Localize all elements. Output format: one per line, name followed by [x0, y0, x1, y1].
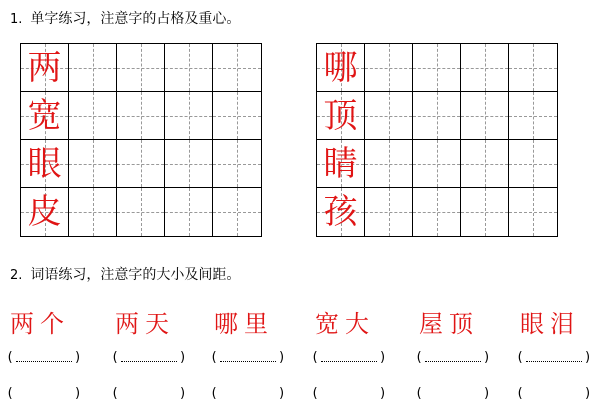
grid-right-cell	[413, 44, 461, 92]
grid-right-cell	[365, 140, 413, 188]
grid-left-cell	[21, 92, 69, 140]
pinyin-blank[interactable]	[516, 350, 592, 365]
answer-blank[interactable]	[311, 386, 387, 401]
open-paren: (	[210, 350, 218, 365]
section-2-text: 词语练习，注意字的大小及间距。	[30, 267, 241, 283]
close-paren: )	[583, 386, 592, 401]
section-1-text: 单字练习，注意字的占格及重心。	[30, 11, 241, 27]
close-paren: )	[277, 350, 286, 365]
grid-right-cell	[509, 92, 557, 140]
grid-left-cell	[117, 188, 165, 236]
grid-left-model-character: 皮	[27, 192, 62, 232]
grid-right-cell	[413, 92, 461, 140]
pinyin-blank[interactable]	[210, 350, 286, 365]
open-paren: (	[6, 350, 14, 365]
grid-left-cell	[21, 44, 69, 92]
grid-right-cell	[365, 92, 413, 140]
section-1-heading	[10, 8, 240, 28]
close-paren: )	[178, 350, 187, 365]
blank-space	[425, 353, 481, 362]
answer-blank[interactable]	[415, 386, 491, 401]
grid-right-cell	[509, 44, 557, 92]
blank-space	[526, 353, 582, 362]
grid-left-cell	[69, 92, 117, 140]
close-paren: )	[378, 350, 387, 365]
answer-blank[interactable]	[6, 386, 82, 401]
grid-right-model-character: 顶	[323, 95, 358, 136]
grid-right-model-character: 哪	[323, 47, 358, 88]
open-paren: (	[111, 350, 119, 365]
grid-right-cell	[509, 188, 557, 236]
open-paren: (	[516, 386, 524, 401]
answer-blank[interactable]	[111, 386, 187, 401]
grid-right-cell	[365, 188, 413, 236]
grid-left-cell	[69, 140, 117, 188]
close-paren: )	[583, 350, 592, 365]
open-paren: (	[516, 350, 524, 365]
grid-left-model-character: 眼	[27, 143, 62, 184]
grid-right-cell	[317, 92, 365, 140]
blank-space	[220, 353, 276, 362]
open-paren: (	[6, 386, 14, 401]
practice-word: 两天	[115, 310, 175, 338]
close-paren: )	[482, 386, 491, 401]
practice-word: 哪里	[214, 310, 274, 338]
open-paren: (	[415, 350, 423, 365]
grid-left-cell	[213, 44, 261, 92]
grid-left-model-character: 两	[27, 47, 62, 88]
grid-left-cell	[117, 44, 165, 92]
close-paren: )	[277, 386, 286, 401]
grid-left-cell	[69, 44, 117, 92]
grid-left-cell	[165, 188, 213, 236]
practice-word: 宽大	[315, 310, 375, 338]
grid-left-cell	[213, 140, 261, 188]
pinyin-blank[interactable]	[111, 350, 187, 365]
pinyin-blank[interactable]	[311, 350, 387, 365]
open-paren: (	[311, 386, 319, 401]
grid-left-model-character: 宽	[27, 95, 62, 136]
grid-left-cell	[117, 92, 165, 140]
blank-space	[321, 353, 377, 362]
grid-left-cell	[117, 140, 165, 188]
pinyin-blank[interactable]	[6, 350, 82, 365]
blank-space	[121, 353, 177, 362]
section-2-heading	[10, 264, 240, 284]
blank-space	[16, 353, 72, 362]
grid-left-cell	[213, 92, 261, 140]
practice-grid-right	[316, 43, 558, 237]
open-paren: (	[311, 350, 319, 365]
grid-right-cell	[509, 140, 557, 188]
open-paren: (	[415, 386, 423, 401]
grid-left-cell	[165, 140, 213, 188]
pinyin-blank[interactable]	[415, 350, 491, 365]
grid-right-cell	[461, 188, 509, 236]
grid-left-cell	[21, 188, 69, 236]
grid-right-cell	[317, 188, 365, 236]
grid-right-cell	[461, 92, 509, 140]
close-paren: )	[178, 386, 187, 401]
practice-grid-left	[20, 43, 262, 237]
grid-right-cell	[413, 188, 461, 236]
grid-right-model-character: 孩	[323, 192, 358, 232]
grid-left-cell	[213, 188, 261, 236]
grid-right-model-character: 睛	[323, 143, 358, 184]
word-list	[0, 300, 600, 340]
practice-word: 眼泪	[520, 310, 580, 338]
open-paren: (	[111, 386, 119, 401]
grid-left-cell	[69, 188, 117, 236]
grid-right-cell	[413, 140, 461, 188]
close-paren: )	[73, 386, 82, 401]
grid-right-cell	[317, 140, 365, 188]
grid-left-cell	[165, 92, 213, 140]
practice-word: 屋顶	[419, 310, 479, 338]
section-1-number: 1.	[10, 12, 23, 27]
open-paren: (	[210, 386, 218, 401]
grid-right-cell	[461, 44, 509, 92]
grid-right-cell	[365, 44, 413, 92]
grid-right-cell	[461, 140, 509, 188]
close-paren: )	[73, 350, 82, 365]
section-2-number: 2.	[10, 268, 23, 283]
practice-word: 两个	[10, 310, 70, 338]
grid-left-cell	[165, 44, 213, 92]
answer-blank[interactable]	[210, 386, 286, 401]
grid-right-cell	[317, 44, 365, 92]
close-paren: )	[482, 350, 491, 365]
close-paren: )	[378, 386, 387, 401]
grid-left-cell	[21, 140, 69, 188]
answer-blank[interactable]	[516, 386, 592, 401]
